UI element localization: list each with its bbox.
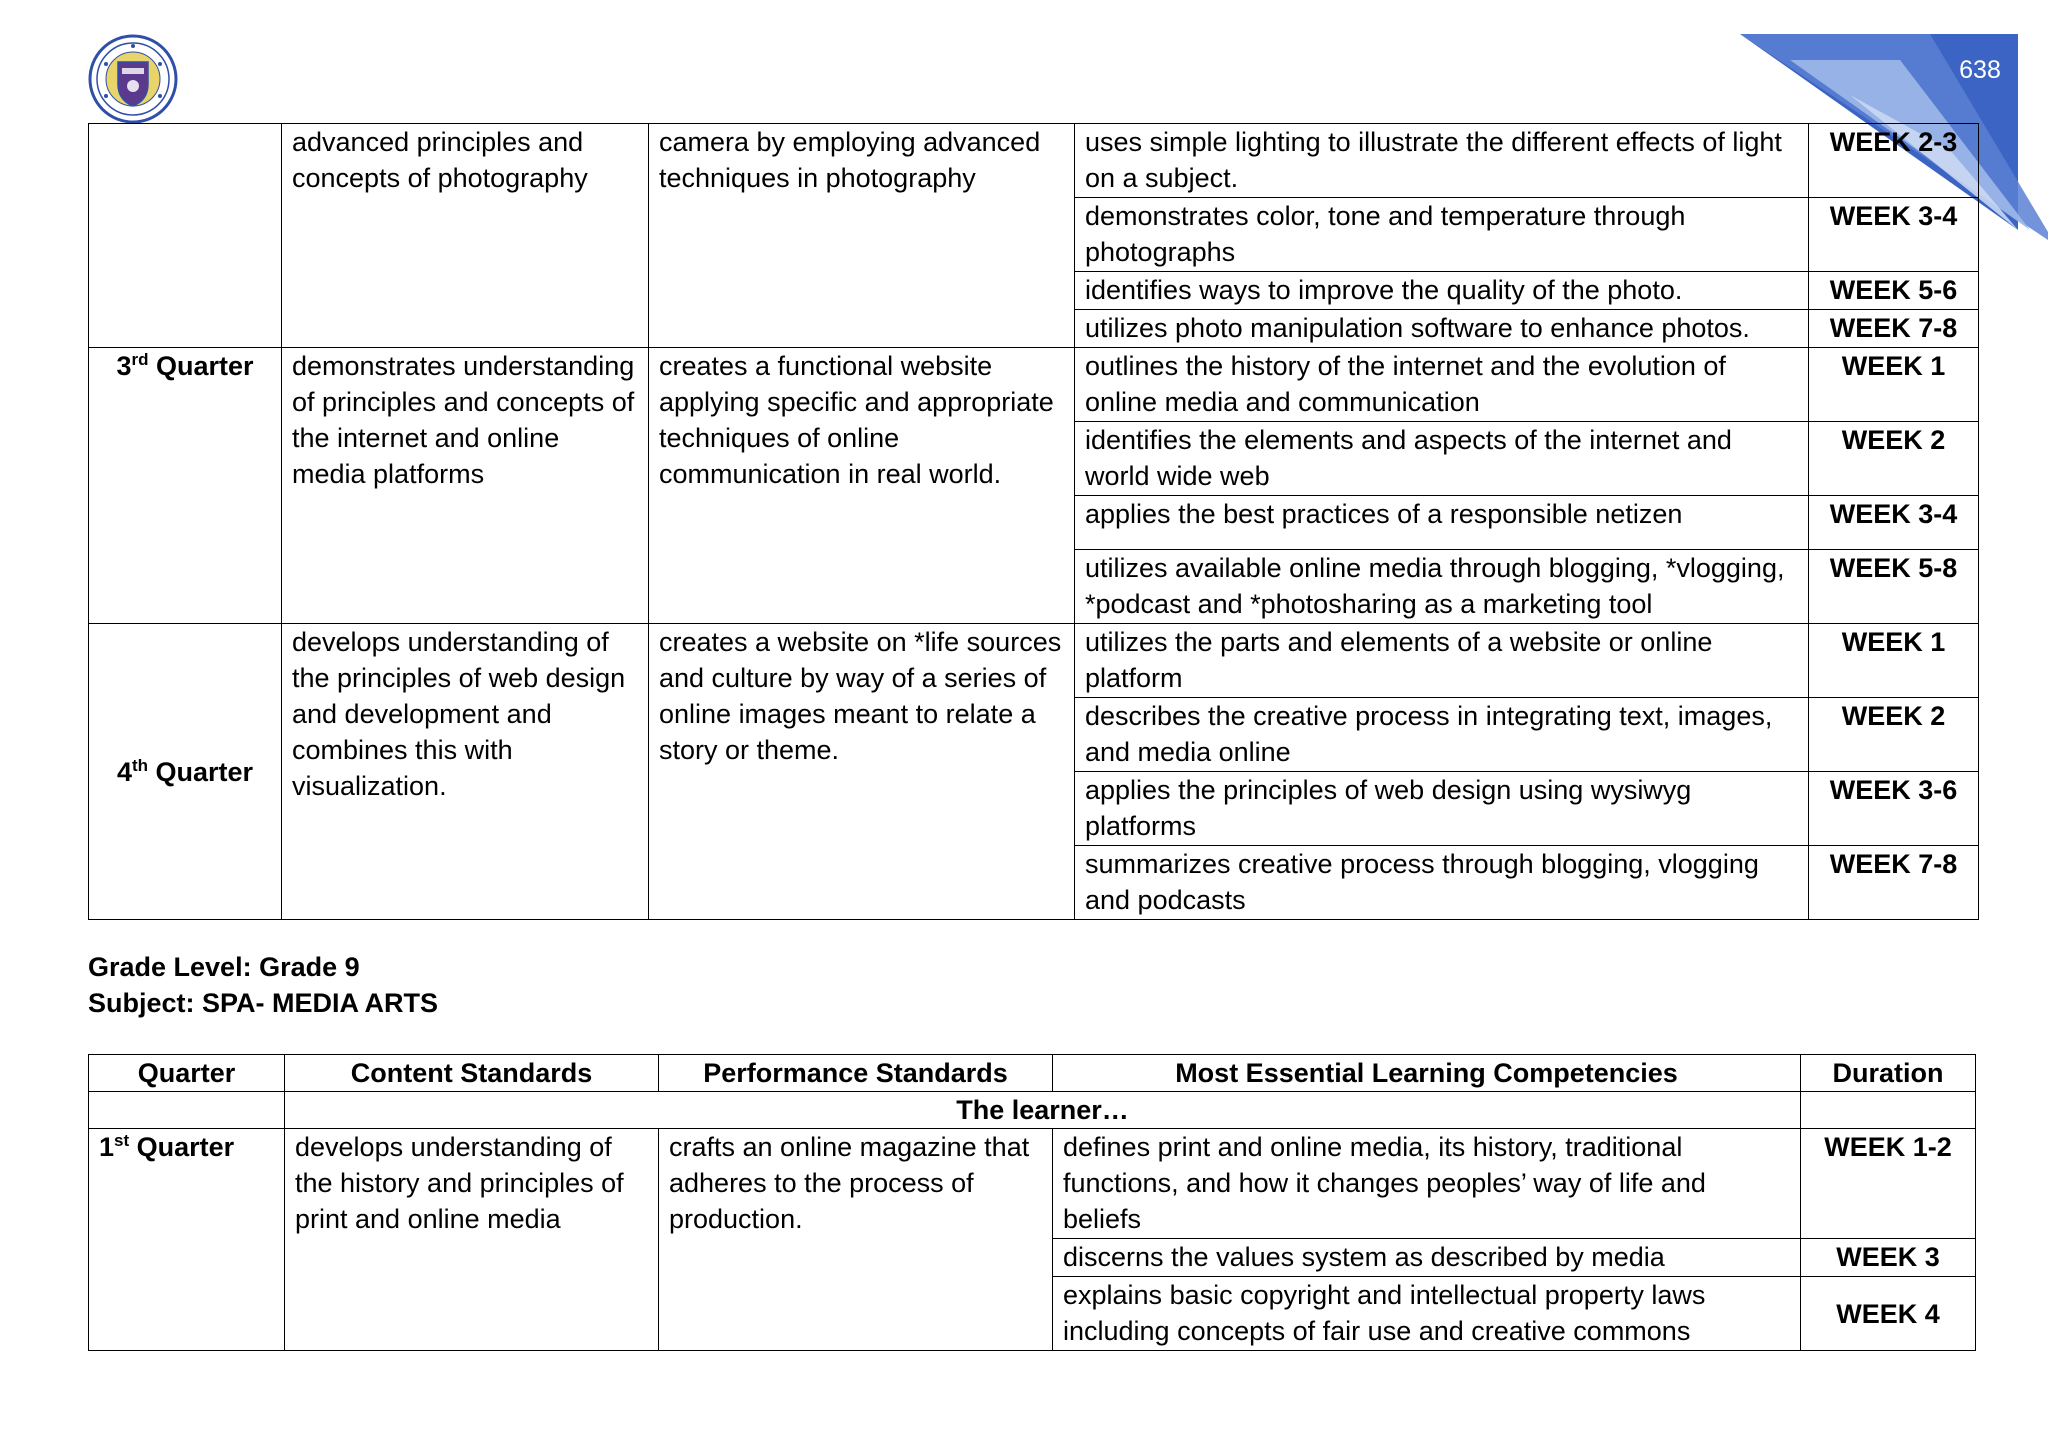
page-number: 638 <box>1959 56 2001 84</box>
quarter-cell: 3rd Quarter <box>89 348 282 624</box>
quarter-cell: 1st Quarter <box>89 1129 285 1351</box>
competency-cell: utilizes the parts and elements of a website or online platform <box>1075 624 1809 698</box>
performance-standard-cell: creates a functional website applying specific and appropriate techniques of online communication in real world. <box>649 348 1075 624</box>
duration-cell: WEEK 1 <box>1809 624 1979 698</box>
header-performance-standards: Performance Standards <box>659 1055 1053 1092</box>
competency-cell: explains basic copyright and intellectual property laws including concepts of fair use and creative commons <box>1053 1277 1801 1351</box>
content-standard-cell: advanced principles and concepts of photography <box>282 124 649 348</box>
duration-cell: WEEK 7-8 <box>1809 846 1979 920</box>
duration-cell: WEEK 5-8 <box>1809 550 1979 624</box>
table-row <box>89 624 1979 698</box>
duration-cell: WEEK 3 <box>1801 1239 1976 1277</box>
quarter-cell: 4th Quarter <box>89 624 282 920</box>
deped-seal-icon <box>86 34 180 124</box>
competency-cell: discerns the values system as described by media <box>1053 1239 1801 1277</box>
grade-level-heading: Grade Level: Grade 9 <box>88 952 360 982</box>
header-content-standards: Content Standards <box>285 1055 659 1092</box>
duration-cell: WEEK 1 <box>1809 348 1979 422</box>
header-quarter: Quarter <box>89 1055 285 1092</box>
duration-cell: WEEK 2 <box>1809 698 1979 772</box>
table-row <box>89 348 1979 422</box>
competency-cell: describes the creative process in integrating text, images, and media online <box>1075 698 1809 772</box>
header-duration: Duration <box>1801 1055 1976 1092</box>
performance-standard-cell: crafts an online magazine that adheres to the process of production. <box>659 1129 1053 1351</box>
competency-cell: applies the principles of web design using wysiwyg platforms <box>1075 772 1809 846</box>
competency-cell: demonstrates color, tone and temperature through photographs <box>1075 198 1809 272</box>
performance-standard-cell: creates a website on *life sources and culture by way of a series of online images meant to relate a story or theme. <box>649 624 1075 920</box>
duration-cell: WEEK 4 <box>1801 1277 1976 1351</box>
competency-cell: uses simple lighting to illustrate the different effects of light on a subject. <box>1075 124 1809 198</box>
duration-cell: WEEK 3-4 <box>1809 198 1979 272</box>
learner-label: The learner… <box>285 1092 1801 1129</box>
duration-cell: WEEK 1-2 <box>1801 1129 1976 1239</box>
duration-cell: WEEK 3-6 <box>1809 772 1979 846</box>
learner-row <box>89 1092 1976 1129</box>
duration-cell: WEEK 3-4 <box>1809 496 1979 550</box>
competency-cell: identifies the elements and aspects of the internet and world wide web <box>1075 422 1809 496</box>
quarter-cell <box>89 124 282 348</box>
table-header-row <box>89 1055 1976 1092</box>
competency-cell: applies the best practices of a responsible netizen <box>1075 496 1809 550</box>
duration-cell: WEEK 2-3 <box>1809 124 1979 198</box>
duration-cell: WEEK 2 <box>1809 422 1979 496</box>
competency-cell: summarizes creative process through blogging, vlogging and podcasts <box>1075 846 1809 920</box>
competency-cell: defines print and online media, its history, traditional functions, and how it changes peoples’ way of life and beliefs <box>1053 1129 1801 1239</box>
curriculum-table-grade-9 <box>88 1054 1976 1351</box>
performance-standard-cell: camera by employing advanced techniques in photography <box>649 124 1075 348</box>
table-row <box>89 124 1979 198</box>
competency-cell: identifies ways to improve the quality of the photo. <box>1075 272 1809 310</box>
competency-cell: outlines the history of the internet and the evolution of online media and communication <box>1075 348 1809 422</box>
competency-cell: utilizes photo manipulation software to enhance photos. <box>1075 310 1809 348</box>
subject-heading: Subject: SPA- MEDIA ARTS <box>88 988 439 1018</box>
content-standard-cell: develops understanding of the history and principles of print and online media <box>285 1129 659 1351</box>
curriculum-table-continued <box>88 123 1979 920</box>
content-standard-cell: demonstrates understanding of principles and concepts of the internet and online media platforms <box>282 348 649 624</box>
header-competencies: Most Essential Learning Competencies <box>1053 1055 1801 1092</box>
content-standard-cell: develops understanding of the principles of web design and development and combines this with visualization. <box>282 624 649 920</box>
duration-cell: WEEK 5-6 <box>1809 272 1979 310</box>
table-row <box>89 1129 1976 1239</box>
competency-cell: utilizes available online media through blogging, *vlogging, *podcast and *photosharing as a marketing tool <box>1075 550 1809 624</box>
duration-cell: WEEK 7-8 <box>1809 310 1979 348</box>
